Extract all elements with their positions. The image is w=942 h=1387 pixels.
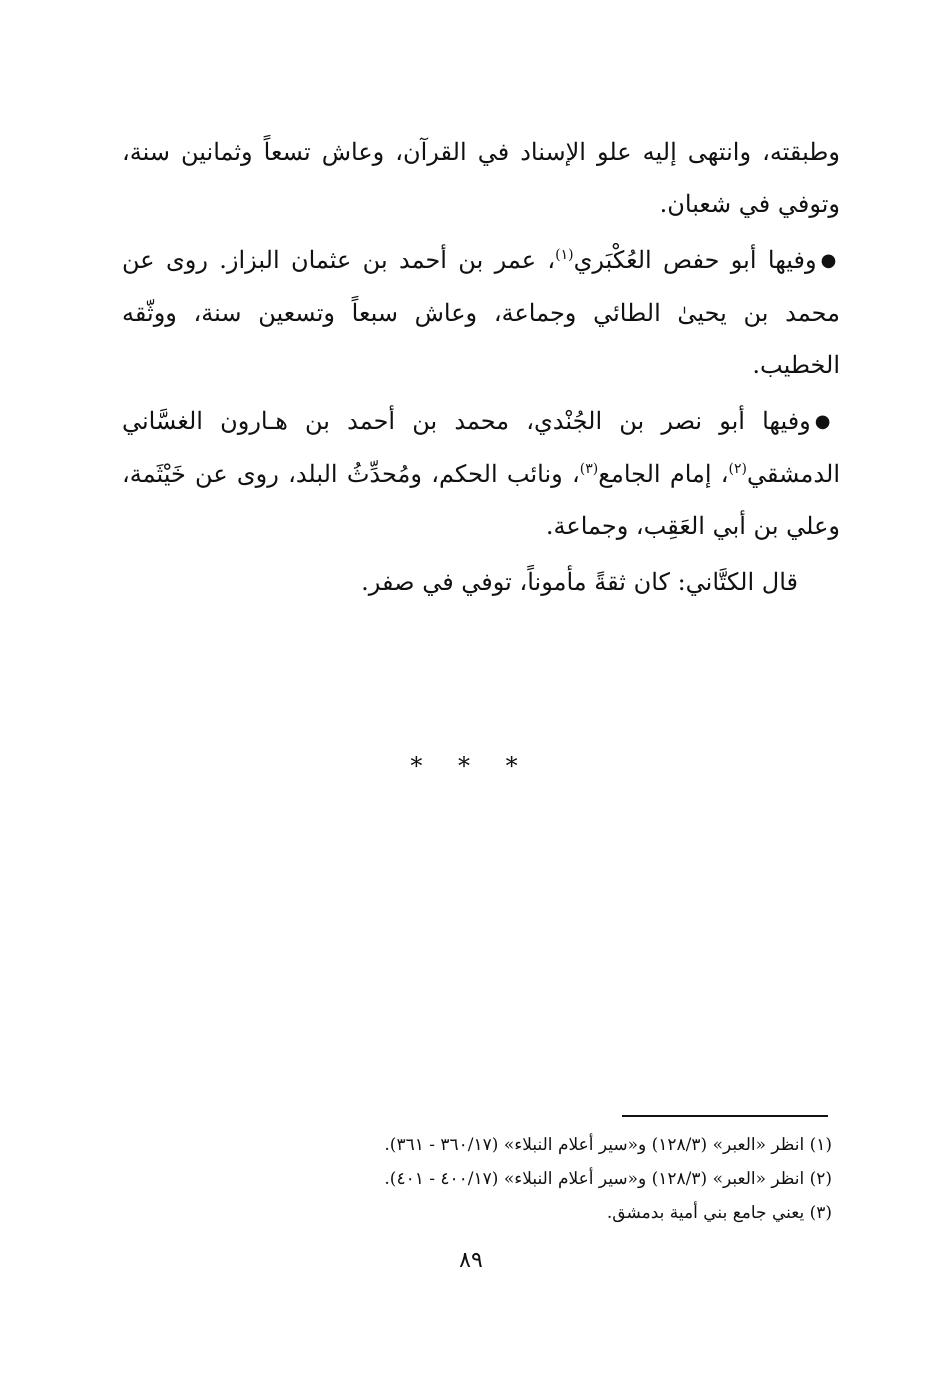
footnote-1: (١) انظر «العبر» (١٢٨/٣) و«سير أعلام النبلاء» (٣٦٠/١٧ - ٣٦١). <box>384 1135 832 1155</box>
paragraph-4-text: قال الكتَّاني: كان ثقةً مأموناً، توفي في صفر. <box>361 568 798 596</box>
footnote-ref-3[interactable]: (٣) <box>579 461 599 477</box>
footnotes <box>120 1128 832 1230</box>
bullet-icon: ● <box>820 250 840 271</box>
footnote-3: (٣) يعني جامع بني أمية بدمشق. <box>606 1203 832 1223</box>
footnote-2: (٢) انظر «العبر» (١٢٨/٣) و«سير أعلام النبلاء» (٤٠٠/١٧ - ٤٠١). <box>384 1169 832 1189</box>
paragraph-1-text: وطبقته، وانتهى إليه علو الإسناد في القرآن، وعاش تسعاً وثمانين سنة، وتوفي في شعبان. <box>122 138 840 218</box>
paragraph-3-text-b: ، إمام الجامع <box>598 460 729 488</box>
footnote-ref-2[interactable]: (٢) <box>728 461 747 477</box>
main-text <box>122 126 840 612</box>
footnote-ref-1[interactable]: (١) <box>555 247 574 263</box>
paragraph-3 <box>122 395 840 552</box>
paragraph-3-text-a: وفيها أبو نصر بن الجُنْدي، محمد بن أحمد بن هـارون الغسَّاني الدمشقي <box>122 407 840 488</box>
page-number: ٨٩ <box>459 1248 483 1273</box>
paragraph-2-text-b: ، عمر بن أحمد بن عثمان البزاز. روى عن محمد بن يحيىٰ الطائي وجماعة، وعاش سبعاً وتسعين سنة، ووثّقه الخطيب. <box>122 246 840 379</box>
paragraph-3-text-c: ، ونائب الحكم، ومُحدِّثُ البلد، روى عن خَيْثَمة، وعلي بن أبي العَقِب، وجماعة. <box>122 460 840 540</box>
paragraph-1 <box>122 126 840 230</box>
paragraph-4 <box>122 556 840 608</box>
section-separator: * * * <box>410 752 532 780</box>
bullet-icon: ● <box>814 411 840 432</box>
paragraph-2 <box>122 234 840 391</box>
paragraph-2-text-a: وفيها أبو حفص العُكْبَري <box>573 246 817 274</box>
footnote-divider <box>622 1115 828 1117</box>
